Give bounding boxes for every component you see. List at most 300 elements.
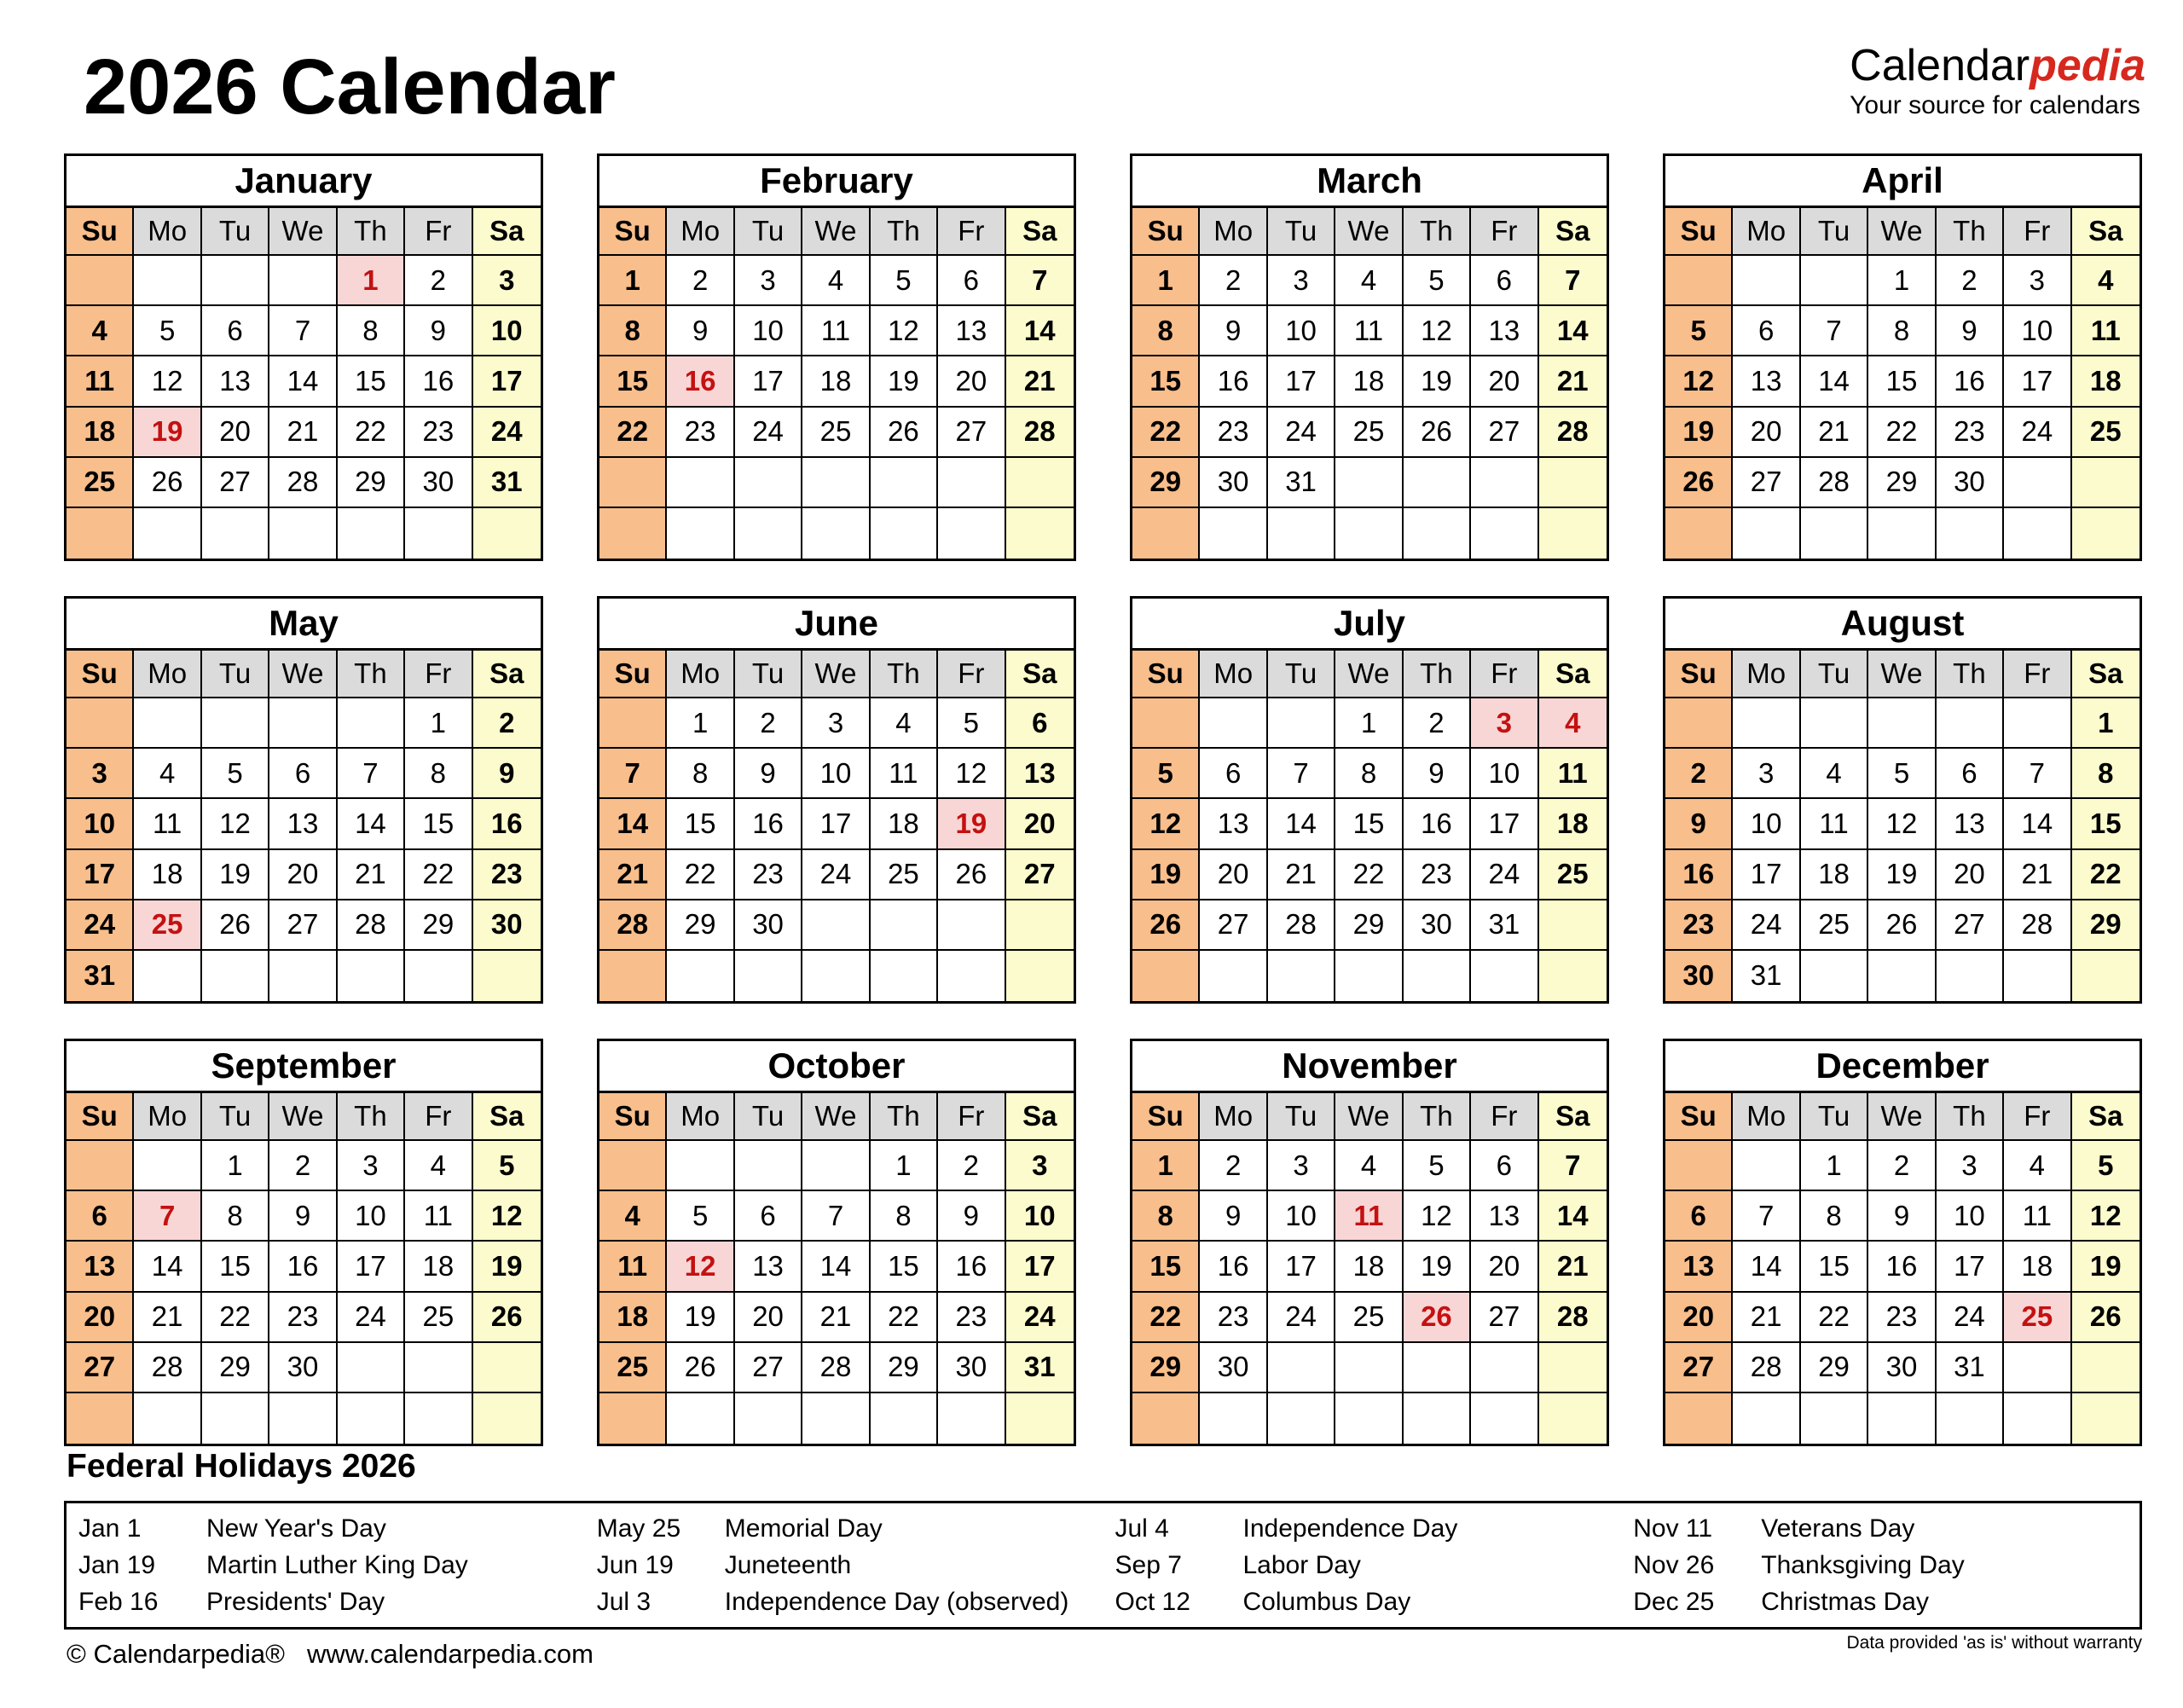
weekday-header: We [1868,1093,1936,1141]
holiday-name: Veterans Day [1761,1514,1915,1543]
day-cell: 1 [1868,256,1936,306]
weekday-header: Mo [1200,1093,1267,1141]
day-cell: 4 [405,1141,472,1191]
empty-day-cell [473,951,541,1001]
weekday-header: Sa [473,651,541,698]
holiday-name: Memorial Day [724,1514,883,1543]
day-cell: 4 [67,306,134,356]
holiday-day-cell: 25 [2004,1293,2071,1343]
day-cell: 20 [1665,1293,1733,1343]
day-cell: 23 [667,408,734,458]
day-cell: 6 [202,306,269,356]
day-cell: 20 [1006,799,1074,849]
weekday-header: Tu [735,208,802,256]
empty-day-cell [1471,1393,1538,1444]
empty-day-cell [1868,698,1936,749]
day-cell: 13 [1471,1191,1538,1242]
month-title: October [599,1041,1074,1093]
day-cell: 9 [1200,1191,1267,1242]
empty-day-cell [2072,458,2140,508]
day-cell: 9 [269,1191,337,1242]
day-cell: 9 [1868,1191,1936,1242]
day-cell: 17 [1471,799,1538,849]
day-cell: 4 [2072,256,2140,306]
empty-day-cell [1539,1343,1607,1393]
empty-day-cell [1471,951,1538,1001]
day-cell: 11 [405,1191,472,1242]
day-cell: 31 [1733,951,1800,1001]
day-cell: 8 [599,306,667,356]
day-cell: 5 [473,1141,541,1191]
day-cell: 10 [473,306,541,356]
day-cell: 14 [599,799,667,849]
empty-day-cell [202,951,269,1001]
month-day-grid [1132,208,1607,559]
day-cell: 13 [735,1242,802,1292]
day-cell: 22 [1132,408,1200,458]
day-cell: 22 [599,408,667,458]
day-cell: 5 [1132,749,1200,799]
website-url: www.calendarpedia.com [306,1639,594,1669]
month-title: May [67,599,541,651]
empty-day-cell [1404,508,1471,559]
logo-tagline: Your source for calendars [1850,90,2140,119]
day-cell: 3 [473,256,541,306]
empty-day-cell [1868,508,1936,559]
empty-day-cell [1335,951,1403,1001]
weekday-header: Mo [1200,651,1267,698]
month-calendar-november [1130,1039,1609,1446]
day-cell: 22 [2072,850,2140,900]
day-cell: 24 [2004,408,2071,458]
day-cell: 27 [202,458,269,508]
day-cell: 8 [338,306,405,356]
weekday-header: We [1335,651,1403,698]
day-cell: 14 [1539,1191,1607,1242]
weekday-header: Mo [667,208,734,256]
empty-day-cell [599,458,667,508]
day-cell: 26 [1404,408,1471,458]
empty-day-cell [1801,256,1868,306]
day-cell: 12 [473,1191,541,1242]
day-cell: 5 [1404,1141,1471,1191]
day-cell: 1 [1335,698,1403,749]
empty-day-cell [938,1393,1005,1444]
day-cell: 15 [1132,356,1200,407]
empty-day-cell [735,508,802,559]
day-cell: 25 [871,850,938,900]
holiday-day-cell: 25 [134,900,201,951]
day-cell: 9 [405,306,472,356]
day-cell: 17 [1937,1242,2004,1292]
day-cell: 24 [473,408,541,458]
empty-day-cell [2004,1343,2071,1393]
day-cell: 21 [1801,408,1868,458]
empty-day-cell [1200,698,1267,749]
weekday-header: We [269,1093,337,1141]
empty-day-cell [202,1393,269,1444]
day-cell: 27 [1471,1293,1538,1343]
empty-day-cell [2072,1343,2140,1393]
empty-day-cell [1868,1393,1936,1444]
weekday-header: Su [1665,1093,1733,1141]
day-cell: 12 [938,749,1005,799]
weekday-header: Mo [1733,1093,1800,1141]
day-cell: 5 [938,698,1005,749]
day-cell: 7 [1801,306,1868,356]
day-cell: 17 [2004,356,2071,407]
day-cell: 29 [338,458,405,508]
empty-day-cell [2004,951,2071,1001]
day-cell: 27 [938,408,1005,458]
day-cell: 26 [134,458,201,508]
day-cell: 29 [2072,900,2140,951]
day-cell: 30 [1200,1343,1267,1393]
empty-day-cell [1200,508,1267,559]
empty-day-cell [1404,1343,1471,1393]
day-cell: 18 [1335,1242,1403,1292]
month-title: February [599,156,1074,208]
weekday-header: We [802,1093,870,1141]
day-cell: 15 [1801,1242,1868,1292]
day-cell: 19 [202,850,269,900]
weekday-header: Sa [2072,1093,2140,1141]
empty-day-cell [1733,1393,1800,1444]
day-cell: 17 [473,356,541,407]
day-cell: 20 [1733,408,1800,458]
empty-day-cell [871,458,938,508]
day-cell: 21 [1733,1293,1800,1343]
day-cell: 7 [1539,256,1607,306]
holiday-day-cell: 26 [1404,1293,1471,1343]
month-calendar-august [1663,596,2142,1004]
empty-day-cell [1801,698,1868,749]
day-cell: 6 [1006,698,1074,749]
day-cell: 31 [1268,458,1335,508]
day-cell: 1 [667,698,734,749]
day-cell: 18 [1539,799,1607,849]
day-cell: 16 [938,1242,1005,1292]
day-cell: 16 [473,799,541,849]
day-cell: 27 [1006,850,1074,900]
empty-day-cell [599,508,667,559]
day-cell: 29 [405,900,472,951]
logo-text-black: Calendar [1850,41,2030,90]
holiday-name: Independence Day [1242,1514,1458,1543]
day-cell: 10 [1471,749,1538,799]
empty-day-cell [599,951,667,1001]
day-cell: 23 [735,850,802,900]
holiday-name: Presidents' Day [206,1588,385,1616]
empty-day-cell [1539,508,1607,559]
empty-day-cell [1937,951,2004,1001]
empty-day-cell [134,256,201,306]
day-cell: 7 [1539,1141,1607,1191]
day-cell: 23 [1200,408,1267,458]
day-cell: 18 [2072,356,2140,407]
empty-day-cell [1539,458,1607,508]
calendarpedia-logo [1850,43,2145,119]
empty-day-cell [938,508,1005,559]
empty-day-cell [1200,1393,1267,1444]
day-cell: 23 [269,1293,337,1343]
empty-day-cell [1335,1393,1403,1444]
day-cell: 15 [2072,799,2140,849]
day-cell: 13 [1937,799,2004,849]
day-cell: 7 [1733,1191,1800,1242]
day-cell: 10 [1268,306,1335,356]
day-cell: 9 [1200,306,1267,356]
day-cell: 14 [269,356,337,407]
empty-day-cell [871,900,938,951]
day-cell: 18 [2004,1242,2071,1292]
day-cell: 15 [338,356,405,407]
empty-day-cell [871,951,938,1001]
weekday-header: Tu [735,1093,802,1141]
day-cell: 1 [1132,256,1200,306]
weekday-header: Su [599,1093,667,1141]
empty-day-cell [667,508,734,559]
month-calendar-july [1130,596,1609,1004]
holiday-name: Juneteenth [724,1551,852,1579]
month-day-grid [1665,208,2140,559]
day-cell: 17 [1006,1242,1074,1292]
day-cell: 21 [1539,356,1607,407]
weekday-header: Th [1404,1093,1471,1141]
day-cell: 22 [667,850,734,900]
weekday-header: Tu [1268,1093,1335,1141]
month-title: July [1132,599,1607,651]
weekday-header: Tu [1801,651,1868,698]
weekday-header: Sa [473,1093,541,1141]
day-cell: 23 [1200,1293,1267,1343]
day-cell: 18 [134,850,201,900]
day-cell: 23 [1937,408,2004,458]
day-cell: 2 [1200,256,1267,306]
holiday-date: Jul 3 [596,1588,651,1616]
month-title: November [1132,1041,1607,1093]
month-calendar-december [1663,1039,2142,1446]
day-cell: 9 [735,749,802,799]
day-cell: 29 [871,1343,938,1393]
holiday-day-cell: 12 [667,1242,734,1292]
weekday-header: Su [599,208,667,256]
day-cell: 28 [338,900,405,951]
day-cell: 20 [938,356,1005,407]
day-cell: 3 [1937,1141,2004,1191]
day-cell: 24 [1471,850,1538,900]
day-cell: 5 [871,256,938,306]
day-cell: 25 [1335,1293,1403,1343]
empty-day-cell [2004,1393,2071,1444]
day-cell: 17 [802,799,870,849]
day-cell: 2 [735,698,802,749]
holiday-list-item [1633,1547,2140,1584]
day-cell: 14 [1006,306,1074,356]
empty-day-cell [473,1343,541,1393]
empty-day-cell [1132,698,1200,749]
weekday-header: We [1868,651,1936,698]
day-cell: 24 [1268,1293,1335,1343]
empty-day-cell [473,508,541,559]
empty-day-cell [871,508,938,559]
month-title: December [1665,1041,2140,1093]
day-cell: 24 [1733,900,1800,951]
day-cell: 11 [1539,749,1607,799]
empty-day-cell [1335,1343,1403,1393]
day-cell: 3 [802,698,870,749]
day-cell: 9 [1404,749,1471,799]
day-cell: 13 [1471,306,1538,356]
day-cell: 4 [1335,256,1403,306]
weekday-header: Tu [1801,1093,1868,1141]
empty-day-cell [599,698,667,749]
holiday-list-item [78,1584,585,1620]
empty-day-cell [802,458,870,508]
day-cell: 28 [599,900,667,951]
day-cell: 9 [938,1191,1005,1242]
day-cell: 2 [1200,1141,1267,1191]
day-cell: 15 [202,1242,269,1292]
day-cell: 13 [1733,356,1800,407]
weekday-header: Tu [1268,651,1335,698]
day-cell: 14 [1801,356,1868,407]
weekday-header: Th [338,1093,405,1141]
empty-day-cell [1404,951,1471,1001]
day-cell: 16 [1665,850,1733,900]
weekday-header: Tu [1801,208,1868,256]
holiday-day-cell: 16 [667,356,734,407]
day-cell: 24 [1006,1293,1074,1343]
holiday-day-cell: 1 [338,256,405,306]
day-cell: 13 [1665,1242,1733,1292]
month-day-grid [67,651,541,1001]
day-cell: 16 [1200,1242,1267,1292]
day-cell: 8 [1335,749,1403,799]
holiday-day-cell: 4 [1539,698,1607,749]
empty-day-cell [1665,1141,1733,1191]
day-cell: 16 [269,1242,337,1292]
holiday-list-item [1633,1510,2140,1547]
day-cell: 25 [1335,408,1403,458]
day-cell: 19 [1132,850,1200,900]
day-cell: 1 [202,1141,269,1191]
empty-day-cell [1132,951,1200,1001]
holiday-date: Jul 4 [1115,1514,1169,1543]
empty-day-cell [667,1393,734,1444]
day-cell: 11 [871,749,938,799]
empty-day-cell [1335,508,1403,559]
day-cell: 16 [405,356,472,407]
empty-day-cell [1006,458,1074,508]
day-cell: 19 [473,1242,541,1292]
day-cell: 11 [67,356,134,407]
empty-day-cell [202,256,269,306]
day-cell: 10 [1937,1191,2004,1242]
empty-day-cell [134,1393,201,1444]
day-cell: 1 [2072,698,2140,749]
month-title: January [67,156,541,208]
day-cell: 19 [2072,1242,2140,1292]
day-cell: 29 [1132,1343,1200,1393]
day-cell: 15 [1132,1242,1200,1292]
day-cell: 19 [1665,408,1733,458]
day-cell: 5 [1404,256,1471,306]
day-cell: 28 [1801,458,1868,508]
weekday-header: Fr [2004,1093,2071,1141]
page-title: 2026 Calendar [84,43,616,130]
day-cell: 29 [1132,458,1200,508]
day-cell: 17 [67,850,134,900]
month-title: March [1132,156,1607,208]
day-cell: 15 [871,1242,938,1292]
day-cell: 7 [338,749,405,799]
day-cell: 1 [1801,1141,1868,1191]
empty-day-cell [1132,508,1200,559]
month-day-grid [1665,651,2140,1001]
day-cell: 18 [599,1293,667,1343]
day-cell: 3 [1733,749,1800,799]
empty-day-cell [338,508,405,559]
empty-day-cell [1006,1393,1074,1444]
weekday-header: Fr [1471,1093,1538,1141]
disclaimer-text: Data provided 'as is' without warranty [1846,1633,2142,1653]
day-cell: 12 [1404,1191,1471,1242]
day-cell: 15 [599,356,667,407]
weekday-header: We [1868,208,1936,256]
empty-day-cell [67,1393,134,1444]
weekday-header: Tu [202,208,269,256]
day-cell: 4 [1335,1141,1403,1191]
day-cell: 10 [1006,1191,1074,1242]
weekday-header: Sa [1539,651,1607,698]
weekday-header: Fr [938,651,1005,698]
day-cell: 31 [1937,1343,2004,1393]
weekday-header: Fr [1471,651,1538,698]
day-cell: 20 [1471,1242,1538,1292]
day-cell: 8 [1132,306,1200,356]
holiday-list-column [1621,1510,2140,1620]
weekday-header: Fr [938,208,1005,256]
holiday-list-item [1633,1584,2140,1620]
day-cell: 2 [1404,698,1471,749]
day-cell: 28 [1268,900,1335,951]
day-cell: 9 [1937,306,2004,356]
weekday-header: Th [871,651,938,698]
day-cell: 30 [1868,1343,1936,1393]
day-cell: 26 [871,408,938,458]
day-cell: 8 [2072,749,2140,799]
empty-day-cell [405,1343,472,1393]
weekday-header: Th [338,208,405,256]
day-cell: 8 [871,1191,938,1242]
day-cell: 14 [134,1242,201,1292]
month-title: August [1665,599,2140,651]
day-cell: 21 [599,850,667,900]
empty-day-cell [802,1141,870,1191]
day-cell: 13 [202,356,269,407]
day-cell: 6 [269,749,337,799]
day-cell: 26 [2072,1293,2140,1343]
day-cell: 27 [1733,458,1800,508]
day-cell: 11 [2072,306,2140,356]
weekday-header: We [802,651,870,698]
day-cell: 11 [802,306,870,356]
day-cell: 22 [1132,1293,1200,1343]
empty-day-cell [1404,458,1471,508]
holiday-name: Columbus Day [1242,1588,1411,1616]
day-cell: 22 [871,1293,938,1343]
